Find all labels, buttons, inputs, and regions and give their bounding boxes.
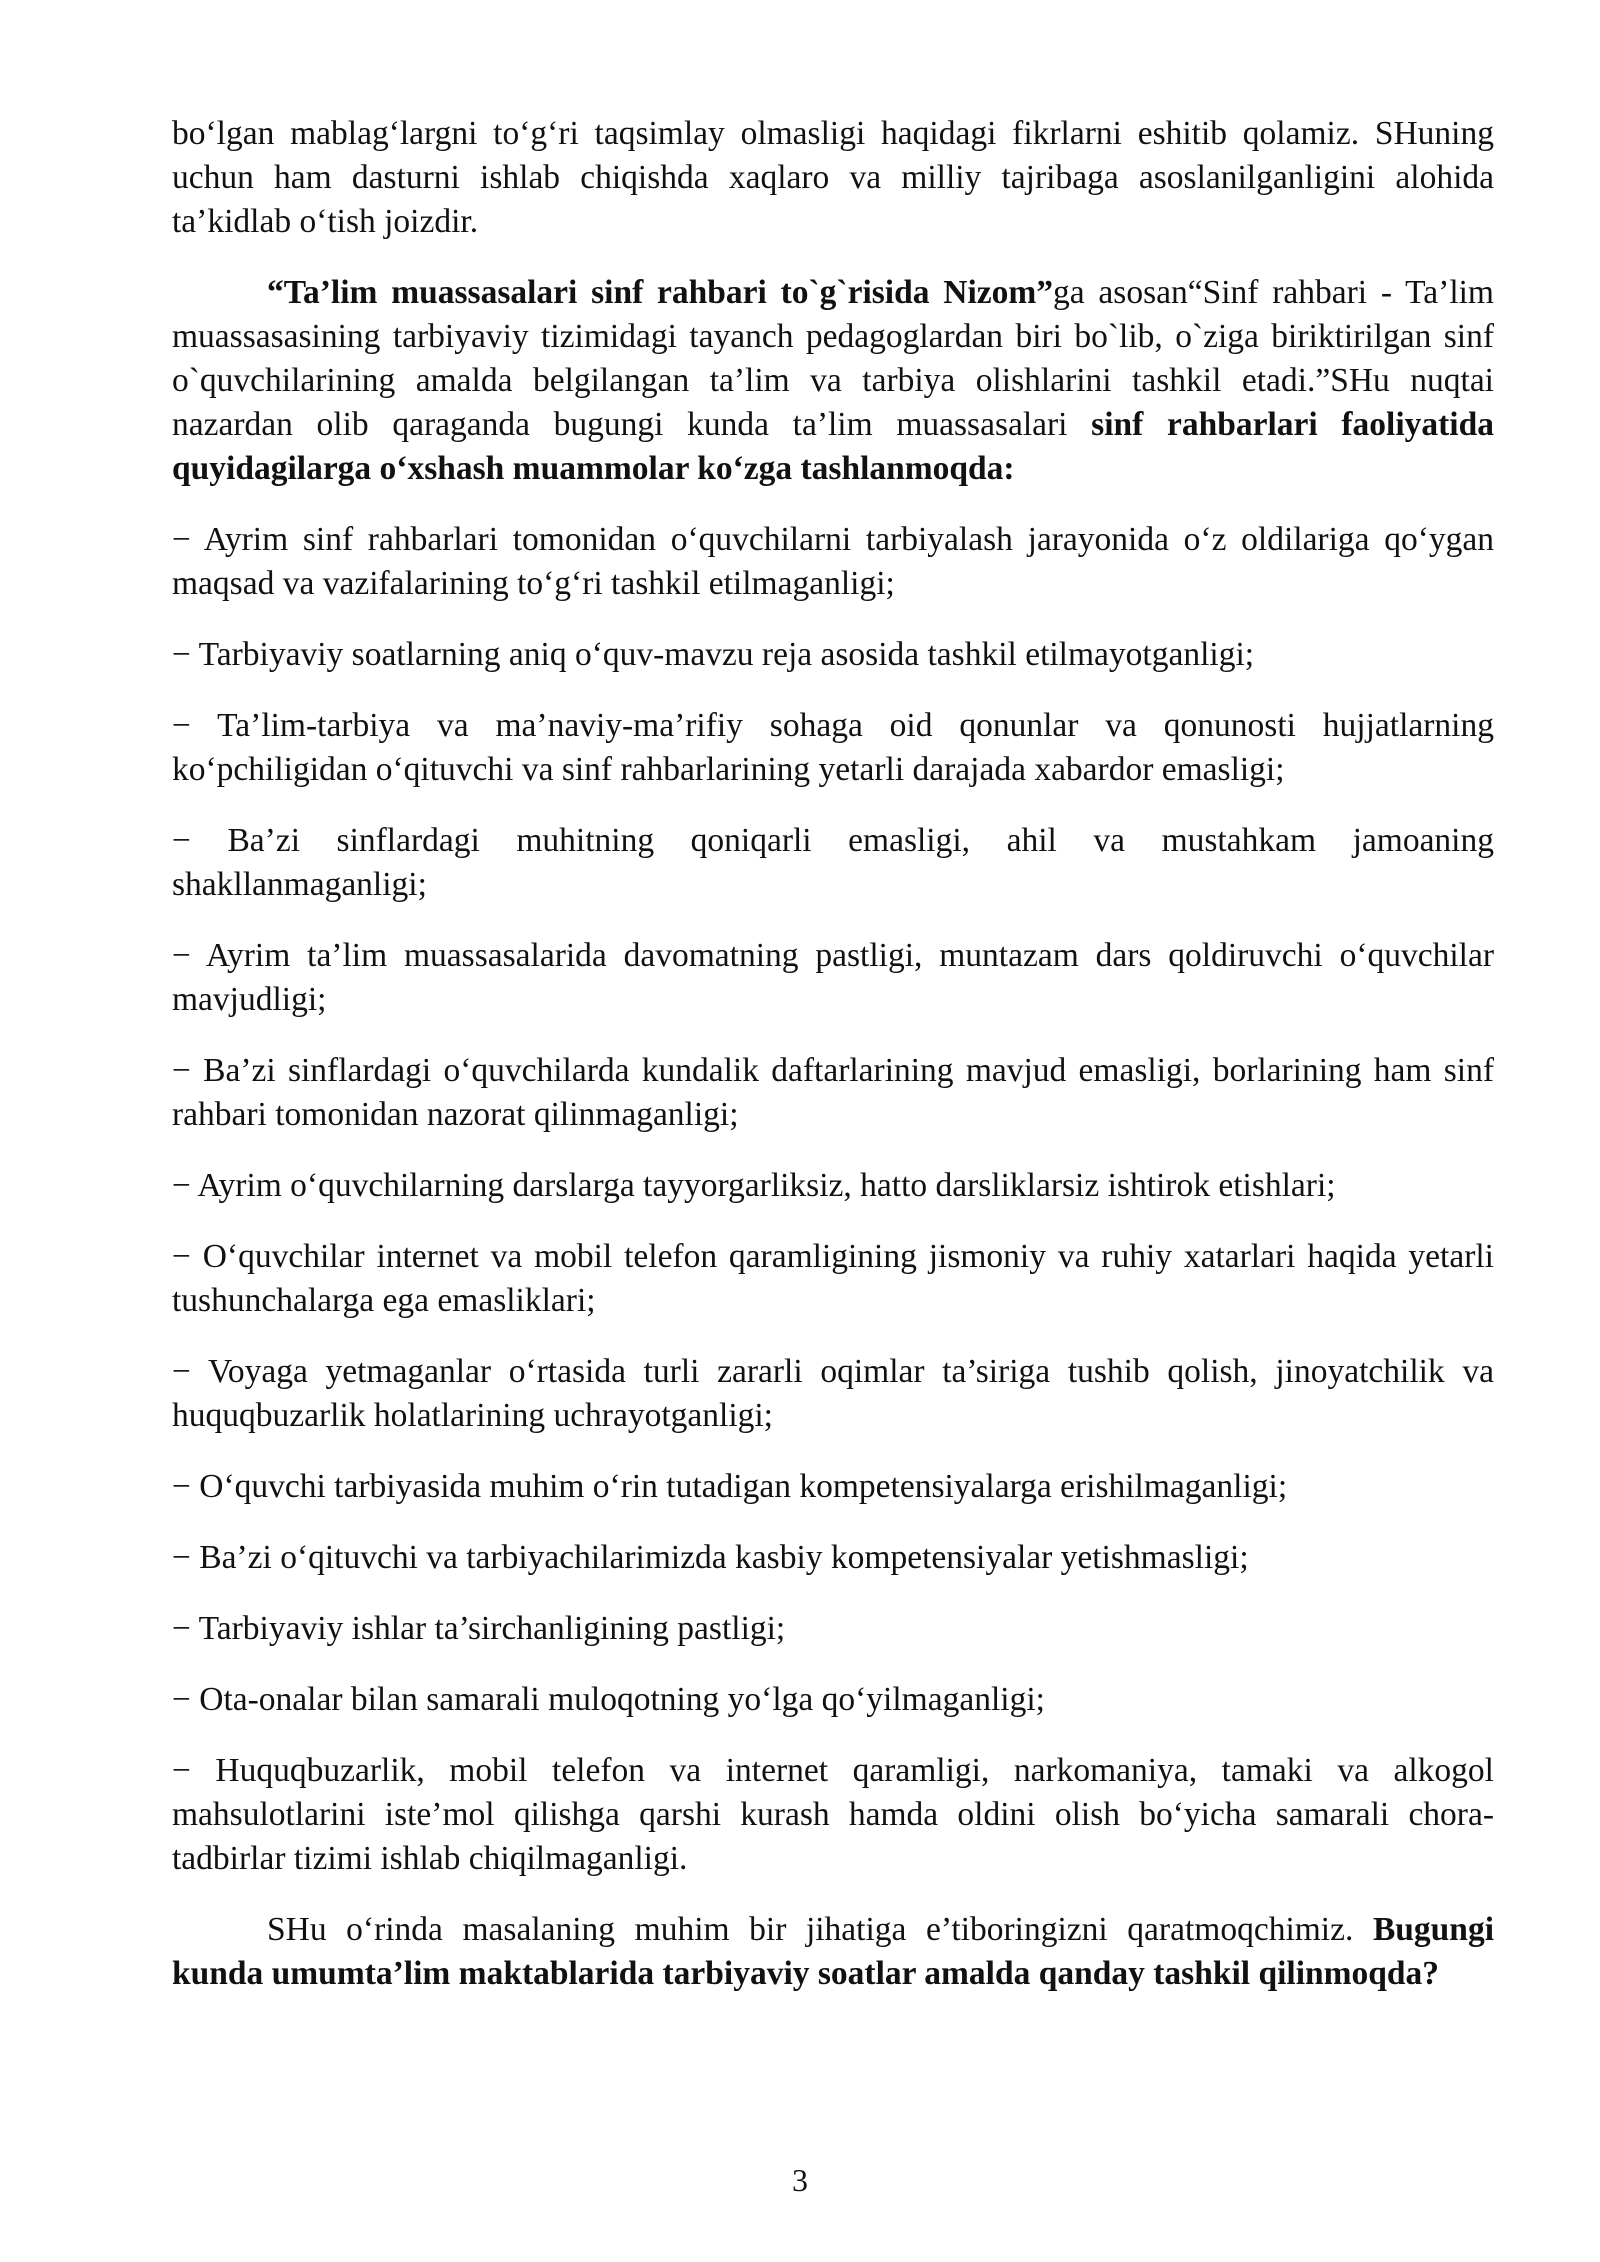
closing-text: SHu o‘rinda masalaning muhim bir jihatiga e’tiboringizni qaratmoqchimiz. [267, 1911, 1373, 1948]
nizom-text: ga asosan“Sinf rahbari - Ta’lim muassasasining tarbiyaviy tizimidagi tayanch pedagoglardan biri bo`lib, o`ziga biriktirilgan sinf o`quvchilarining amalda belgilangan ta’lim va tarbiya olishlarini tashkil etadi.”SHu nuqtai nazardan olib qaraganda bugungi kunda ta’lim muassasalari [172, 274, 1494, 443]
list-item: − Ba’zi sinflardagi o‘quvchilarda kundalik daftarlarining mavjud emasligi, borlarining ham sinf rahbari tomonidan nazorat qilinmaganligi; [172, 1052, 1494, 1133]
list-item: − Huquqbuzarlik, mobil telefon va internet qaramligi, narkomaniya, tamaki va alkogol mahsulotlarini iste’mol qilishga qarshi kurash hamda oldini olish bo‘yicha samarali chora-tadbirlar tizimi ishlab chiqilmaganligi. [172, 1752, 1494, 1877]
closing-question: Bugungi kunda umumta’lim maktablarida tarbiyaviy soatlar amalda qanday tashkil qilinmoqda? [172, 1911, 1494, 1992]
list-item: − Ayrim o‘quvchilarning darslarga tayyorgarliksiz, hatto darsliklarsiz ishtirok etishlari; [172, 1167, 1336, 1204]
list-item: − Ota-onalar bilan samarali muloqotning yo‘lga qo‘yilmaganligi; [172, 1681, 1045, 1718]
nizom-title: “Ta’lim muassasalari sinf rahbari to`g`risida Nizom” [267, 274, 1054, 311]
list-item: − Ba’zi sinflardagi muhitning qoniqarli emasligi, ahil va mustahkam jamoaning shakllanmaganligi; [172, 822, 1494, 903]
list-item: − Ayrim ta’lim muassasalarida davomatning pastligi, muntazam dars qoldiruvchi o‘quvchilar mavjudligi; [172, 937, 1494, 1018]
list-item: − Ayrim sinf rahbarlari tomonidan o‘quvchilarni tarbiyalash jarayonida o‘z oldilariga qo‘ygan maqsad va vazifalarining to‘g‘ri tashkil etilmaganligi; [172, 521, 1494, 602]
nizom-paragraph [172, 271, 1494, 491]
list-item: − Ba’zi o‘qituvchi va tarbiyachilarimizda kasbiy kompetensiyalar yetishmasligi; [172, 1539, 1249, 1576]
list-item: − O‘quvchilar internet va mobil telefon qaramligining jismoniy va ruhiy xatarlari haqida yetarli tushunchalarga ega emasliklari; [172, 1238, 1494, 1319]
page-number: 3 [792, 2162, 808, 2198]
nizom-emphasis: sinf rahbarlari faoliyatida quyidagilarga o‘xshash muammolar ko‘zga tashlanmoqda: [172, 406, 1494, 487]
list-item: − Tarbiyaviy soatlarning aniq o‘quv-mavzu reja asosida tashkil etilmayotganligi; [172, 636, 1255, 673]
list-item: − O‘quvchi tarbiyasida muhim o‘rin tutadigan kompetensiyalarga erishilmaganligi; [172, 1468, 1288, 1505]
document-body [172, 112, 1494, 2023]
list-item: − Tarbiyaviy ishlar ta’sirchanligining pastligi; [172, 1610, 786, 1647]
list-item: − Voyaga yetmaganlar o‘rtasida turli zararli oqimlar ta’siriga tushib qolish, jinoyatchilik va huquqbuzarlik holatlarining uchrayotganligi; [172, 1353, 1494, 1434]
closing-paragraph [172, 1908, 1494, 1996]
list-item: − Ta’lim-tarbiya va ma’naviy-ma’rifiy sohaga oid qonunlar va qonunosti hujjatlarning ko‘pchiligidan o‘qituvchi va sinf rahbarlarining yetarli darajada xabardor emasligi; [172, 707, 1494, 788]
intro-paragraph: bo‘lgan mablag‘largni to‘g‘ri taqsimlay olmasligi haqidagi fikrlarni eshitib qolamiz. SHuning uchun ham dasturni ishlab chiqishda xaqlaro va milliy tajribaga asoslanilganligini alohida ta’kidlab o‘tish joizdir. [172, 115, 1494, 240]
